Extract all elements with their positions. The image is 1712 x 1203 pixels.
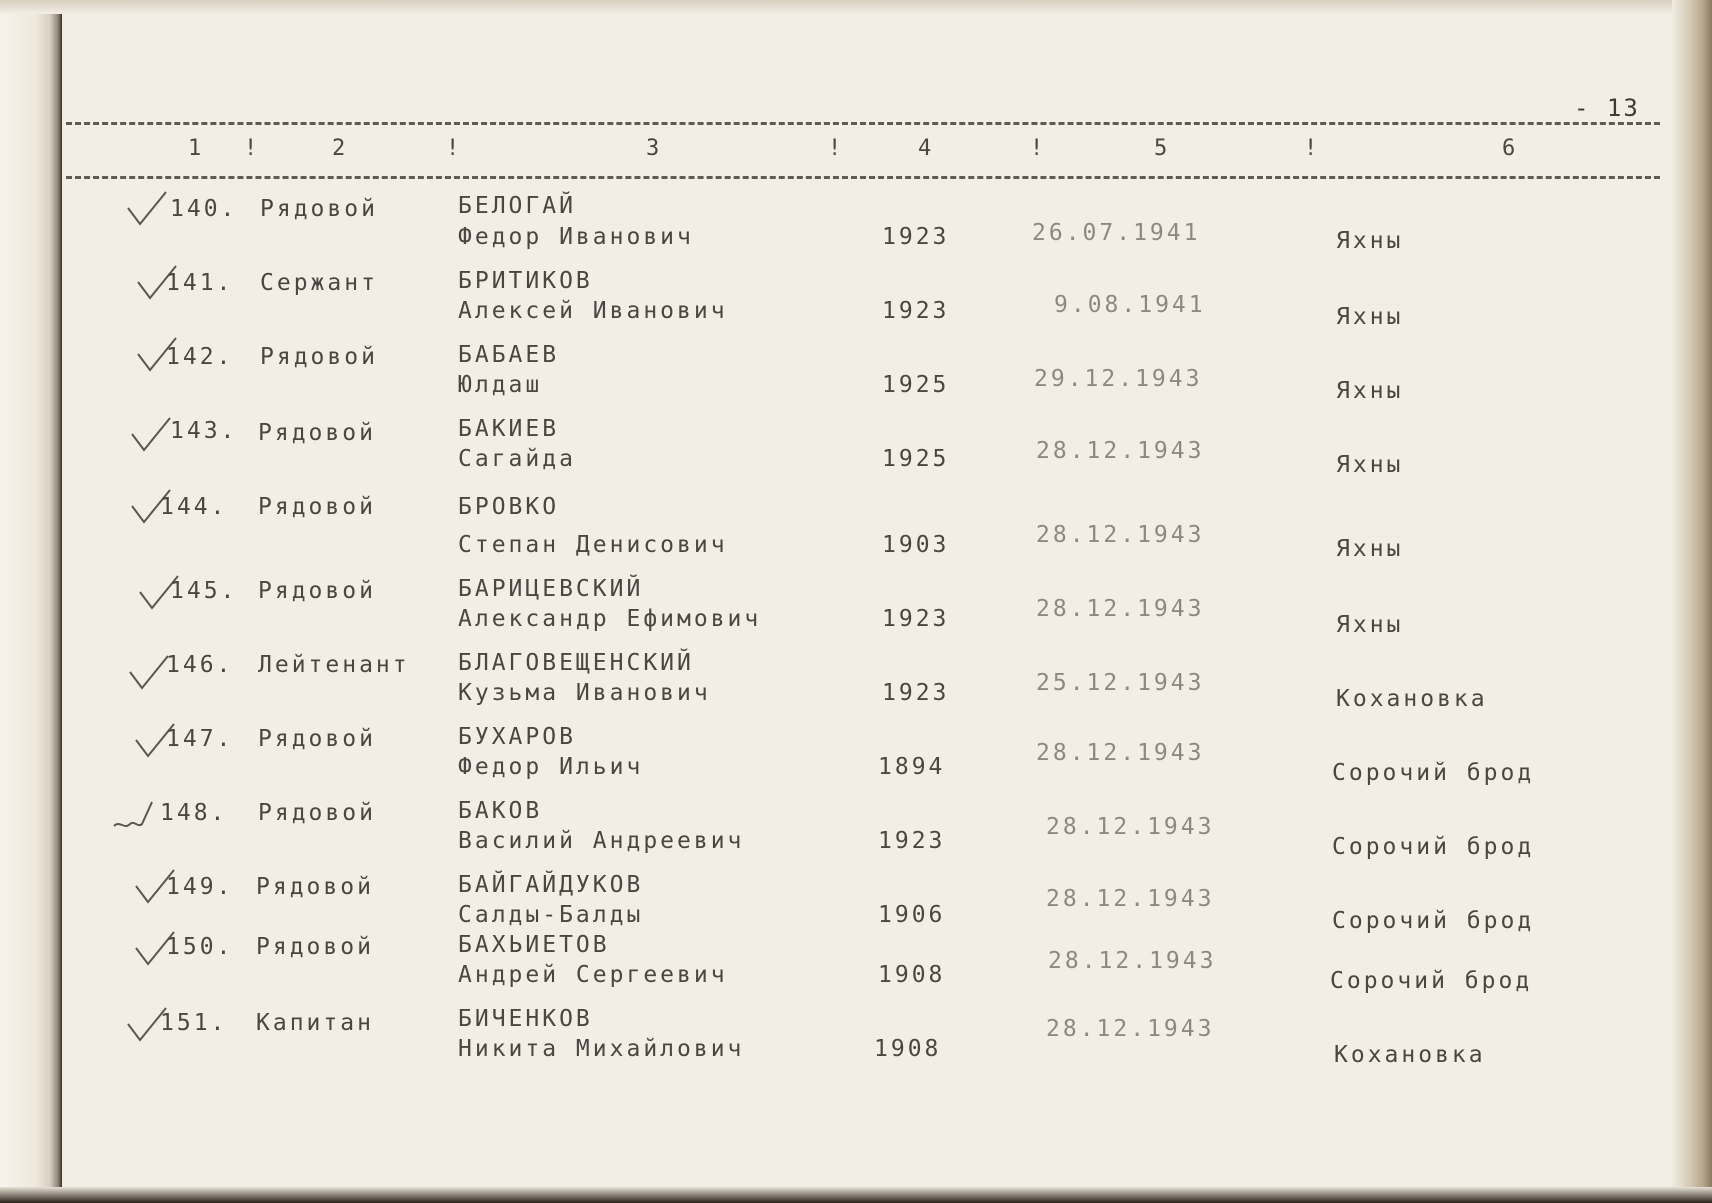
record-burial-place: Яхны (1336, 452, 1404, 478)
record-given-names: Салды-Балды (458, 902, 644, 928)
binding-edge (0, 0, 62, 1203)
record-birth-year: 1923 (882, 224, 950, 250)
record-given-names: Сагайда (458, 446, 576, 472)
column-separator: ! (446, 136, 460, 161)
record-rank: Рядовой (256, 934, 374, 960)
record-burial-place: Сорочий брод (1332, 760, 1535, 786)
record-number: 147. (166, 726, 234, 752)
record-surname: БЕЛОГАЙ (458, 193, 576, 219)
page-bottom-edge (0, 1187, 1712, 1203)
record-surname: БАКОВ (458, 798, 543, 824)
column-separator: ! (1304, 136, 1318, 161)
record-rank: Рядовой (258, 578, 376, 604)
page-number: - 13 (1574, 94, 1640, 122)
record-birth-year: 1923 (878, 828, 946, 854)
record-surname: БАРИЦЕВСКИЙ (458, 576, 644, 602)
record-death-date: 28.12.1943 (1036, 438, 1205, 464)
record-number: 146. (166, 652, 234, 678)
record-death-date: 9.08.1941 (1054, 292, 1206, 318)
record-surname: БЛАГОВЕЩЕНСКИЙ (458, 650, 694, 676)
record-given-names: Никита Михайлович (458, 1036, 745, 1062)
record-death-date: 28.12.1943 (1036, 522, 1205, 548)
record-surname: БАКИЕВ (458, 416, 560, 442)
record-birth-year: 1908 (874, 1036, 942, 1062)
column-header-1: 1 (188, 136, 202, 161)
record-surname: БАХЬИЕТОВ (458, 932, 610, 958)
record-rank: Рядовой (256, 874, 374, 900)
record-death-date: 25.12.1943 (1036, 670, 1205, 696)
record-number: 141. (166, 270, 234, 296)
record-birth-year: 1923 (882, 680, 950, 706)
record-birth-year: 1923 (882, 298, 950, 324)
record-birth-year: 1906 (878, 902, 946, 928)
record-number: 142. (166, 344, 234, 370)
column-header-3: 3 (646, 136, 660, 161)
column-header-5: 5 (1154, 136, 1168, 161)
record-birth-year: 1925 (882, 372, 950, 398)
record-surname: БАЙГАЙДУКОВ (458, 872, 644, 898)
record-birth-year: 1925 (882, 446, 950, 472)
record-burial-place: Яхны (1336, 228, 1404, 254)
record-rank: Сержант (260, 270, 378, 296)
column-header-6: 6 (1502, 136, 1516, 161)
record-number: 140. (170, 196, 238, 222)
record-death-date: 28.12.1943 (1036, 596, 1205, 622)
record-given-names: Федор Иванович (458, 224, 694, 250)
record-number: 145. (170, 578, 238, 604)
page-top-edge (0, 0, 1712, 14)
record-death-date: 28.12.1943 (1048, 948, 1217, 974)
record-number: 148. (160, 800, 228, 826)
record-burial-place: Яхны (1336, 304, 1404, 330)
record-rank: Рядовой (258, 800, 376, 826)
header-rule-top (66, 122, 1660, 125)
record-rank: Капитан (256, 1010, 374, 1036)
record-given-names: Александр Ефимович (458, 606, 762, 632)
record-number: 149. (166, 874, 234, 900)
record-surname: БУХАРОВ (458, 724, 576, 750)
record-death-date: 28.12.1943 (1036, 740, 1205, 766)
column-separator: ! (828, 136, 842, 161)
column-separator: ! (1030, 136, 1044, 161)
column-header-4: 4 (918, 136, 932, 161)
record-burial-place: Яхны (1336, 378, 1404, 404)
record-rank: Рядовой (258, 420, 376, 446)
record-given-names: Андрей Сергеевич (458, 962, 728, 988)
record-death-date: 29.12.1943 (1034, 366, 1203, 392)
record-birth-year: 1908 (878, 962, 946, 988)
record-surname: БРИТИКОВ (458, 268, 593, 294)
check-mark-icon (130, 416, 174, 456)
record-death-date: 28.12.1943 (1046, 814, 1215, 840)
record-burial-place: Яхны (1336, 536, 1404, 562)
record-burial-place: Яхны (1336, 612, 1404, 638)
record-birth-year: 1903 (882, 532, 950, 558)
record-surname: БИЧЕНКОВ (458, 1006, 593, 1032)
record-death-date: 28.12.1943 (1046, 886, 1215, 912)
record-burial-place: Сорочий брод (1330, 968, 1533, 994)
record-rank: Рядовой (260, 196, 378, 222)
record-birth-year: 1923 (882, 606, 950, 632)
record-surname: БАБАЕВ (458, 342, 560, 368)
header-rule-bottom (66, 176, 1660, 179)
record-burial-place: Сорочий брод (1332, 834, 1535, 860)
record-surname: БРОВКО (458, 494, 560, 520)
column-header-2: 2 (332, 136, 346, 161)
record-burial-place: Кохановка (1334, 1042, 1486, 1068)
record-given-names: Юлдаш (458, 372, 543, 398)
page-right-edge (1672, 0, 1712, 1203)
record-burial-place: Сорочий брод (1332, 908, 1535, 934)
record-rank: Рядовой (260, 344, 378, 370)
check-mark-icon (126, 190, 170, 230)
column-separator: ! (244, 136, 258, 161)
record-number: 143. (170, 418, 238, 444)
record-given-names: Степан Денисович (458, 532, 728, 558)
record-burial-place: Кохановка (1336, 686, 1488, 712)
record-rank: Рядовой (258, 726, 376, 752)
record-number: 144. (160, 494, 228, 520)
record-death-date: 28.12.1943 (1046, 1016, 1215, 1042)
record-rank: Рядовой (258, 494, 376, 520)
record-given-names: Алексей Иванович (458, 298, 728, 324)
record-number: 150. (166, 934, 234, 960)
check-mark-icon (112, 800, 156, 840)
record-rank: Лейтенант (258, 652, 410, 678)
record-given-names: Василий Андреевич (458, 828, 745, 854)
record-given-names: Кузьма Иванович (458, 680, 711, 706)
record-birth-year: 1894 (878, 754, 946, 780)
record-death-date: 26.07.1941 (1032, 220, 1201, 246)
record-given-names: Федор Ильич (458, 754, 644, 780)
record-number: 151. (160, 1010, 228, 1036)
